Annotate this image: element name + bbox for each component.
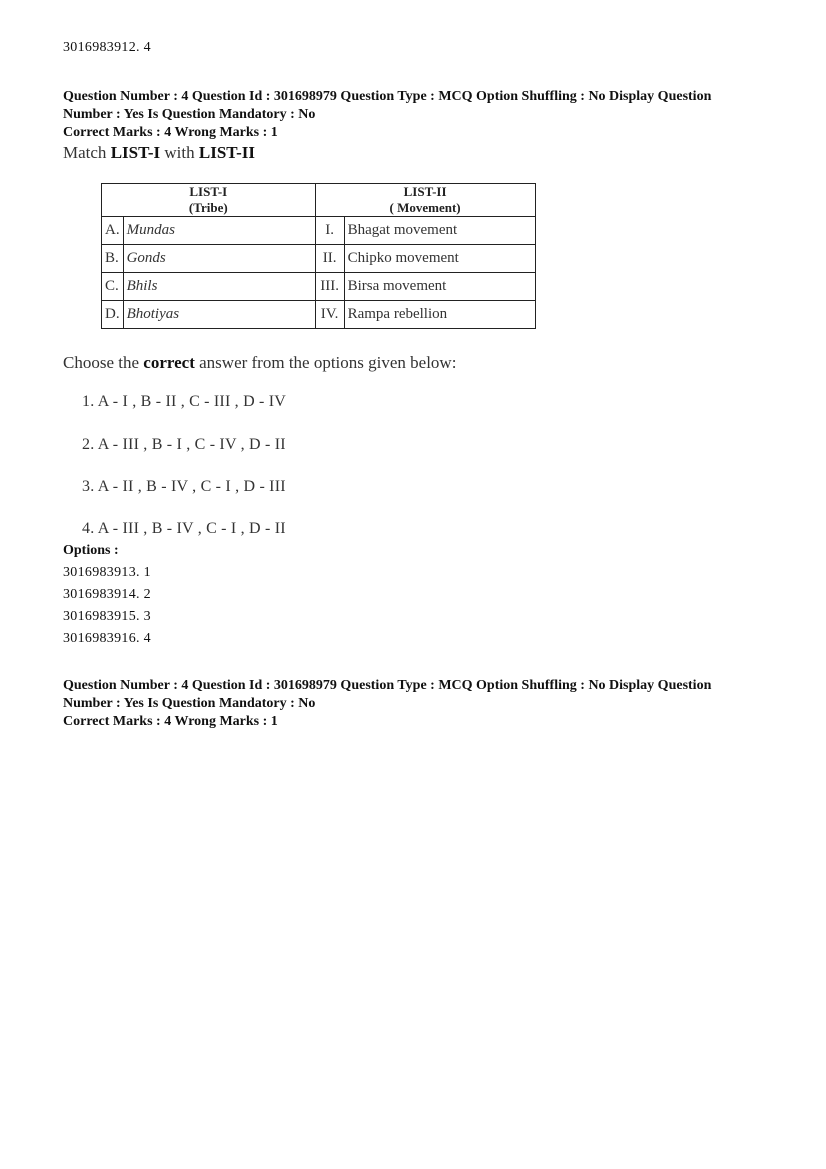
- table-row: [102, 245, 536, 273]
- option-id: 3016983913. 1: [63, 565, 151, 580]
- metadata-line: Number : Yes Is Question Mandatory : No: [63, 696, 316, 711]
- list1-header: [102, 184, 316, 217]
- movement-cell: Birsa movement: [344, 273, 535, 301]
- tribe-cell: Bhotiyas: [123, 301, 315, 329]
- next-question-metadata: [63, 677, 763, 731]
- row-roman: III.: [315, 273, 344, 301]
- choose-instruction: [63, 353, 456, 373]
- row-letter: B.: [102, 245, 124, 273]
- metadata-line: Question Number : 4 Question Id : 301698979 Question Type : MCQ Option Shuffling : No Display Question: [63, 89, 712, 104]
- answer-option: 2. A - III , B - I , C - IV , D - II: [82, 436, 286, 453]
- row-letter: D.: [102, 301, 124, 329]
- metadata-line: Number : Yes Is Question Mandatory : No: [63, 107, 316, 122]
- table-row: [102, 273, 536, 301]
- list2-header: [315, 184, 535, 217]
- choose-bold: correct: [143, 353, 195, 372]
- movement-cell: Rampa rebellion: [344, 301, 535, 329]
- tribe-cell: Bhils: [123, 273, 315, 301]
- answer-option: 1. A - I , B - II , C - III , D - IV: [82, 393, 287, 410]
- row-letter: C.: [102, 273, 124, 301]
- option-id: 3016983916. 4: [63, 631, 151, 646]
- match-table: [101, 183, 536, 329]
- row-letter: A.: [102, 217, 124, 245]
- question-header-id: 3016983912. 4: [63, 40, 151, 55]
- table-row: [102, 217, 536, 245]
- list1-name: LIST-I: [110, 143, 161, 162]
- movement-cell: Bhagat movement: [344, 217, 535, 245]
- list1-header-sub: (Tribe): [188, 200, 228, 215]
- list2-name: LIST-II: [198, 143, 255, 162]
- movement-cell: Chipko movement: [344, 245, 535, 273]
- list1-header-title: LIST-I: [189, 184, 228, 199]
- list2-header-title: LIST-II: [403, 184, 447, 199]
- match-prefix: Match: [63, 143, 111, 162]
- tribe-cell: Gonds: [123, 245, 315, 273]
- question-instruction: [63, 143, 255, 163]
- tribe-cell: Mundas: [123, 217, 315, 245]
- table-header-row: [102, 184, 536, 217]
- match-with: with: [160, 143, 199, 162]
- row-roman: I.: [315, 217, 344, 245]
- options-label: Options :: [63, 543, 119, 558]
- choose-after: answer from the options given below:: [194, 353, 457, 372]
- list2-header-sub: ( Movement): [389, 200, 461, 215]
- metadata-line: Correct Marks : 4 Wrong Marks : 1: [63, 125, 278, 140]
- question-metadata: [63, 88, 763, 142]
- option-id: 3016983915. 3: [63, 609, 151, 624]
- metadata-line: Correct Marks : 4 Wrong Marks : 1: [63, 714, 278, 729]
- metadata-line: Question Number : 4 Question Id : 301698979 Question Type : MCQ Option Shuffling : No Display Question: [63, 678, 712, 693]
- answer-option: 3. A - II , B - IV , C - I , D - III: [82, 478, 286, 495]
- answer-option: 4. A - III , B - IV , C - I , D - II: [82, 520, 286, 537]
- row-roman: II.: [315, 245, 344, 273]
- table-row: [102, 301, 536, 329]
- row-roman: IV.: [315, 301, 344, 329]
- option-id: 3016983914. 2: [63, 587, 151, 602]
- choose-before: Choose the: [63, 353, 144, 372]
